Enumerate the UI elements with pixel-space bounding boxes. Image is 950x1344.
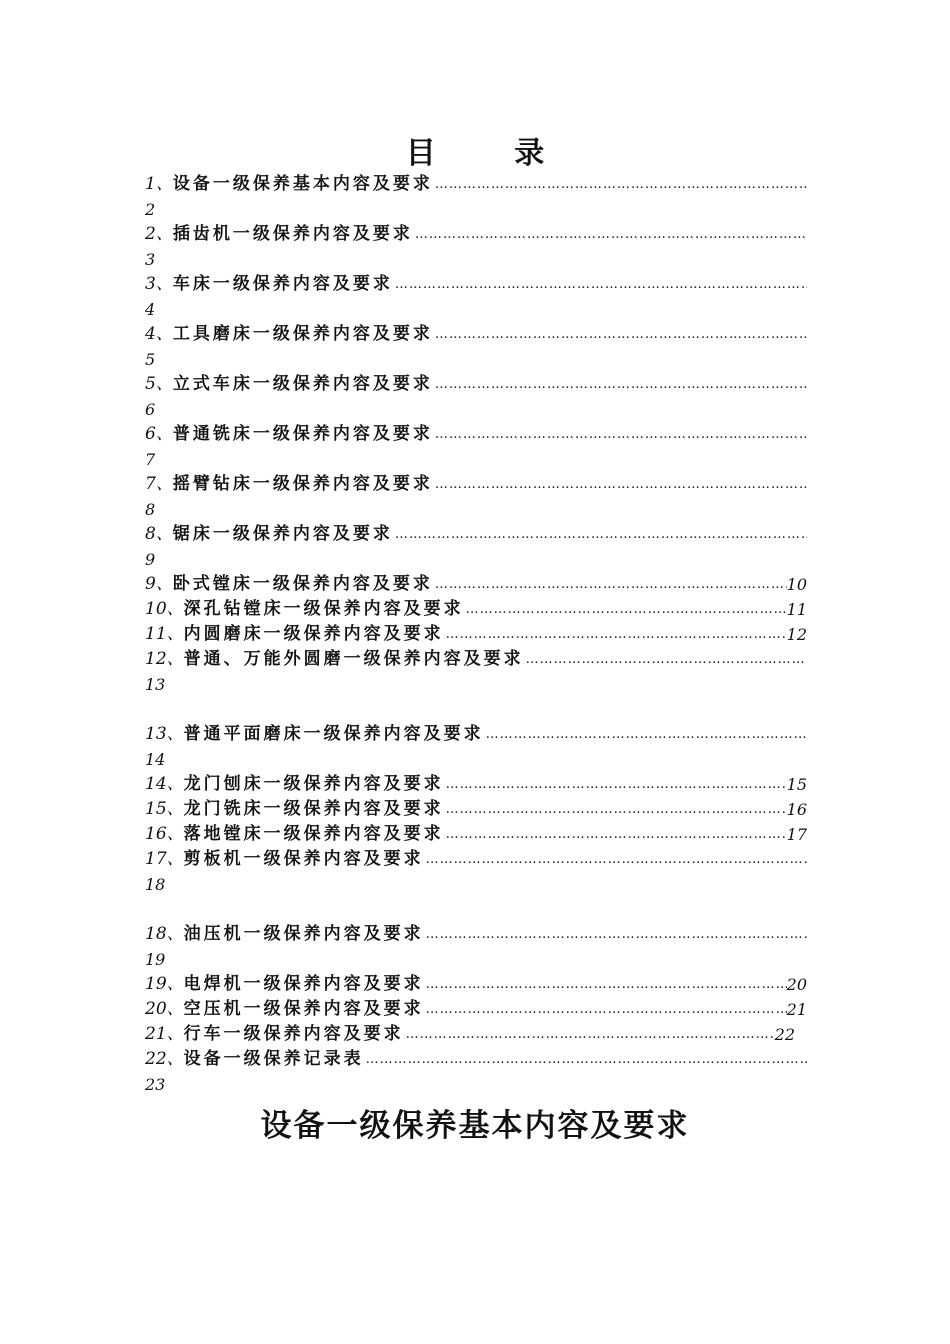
toc-entry-number: 22、 (145, 1049, 184, 1069)
toc-entry-number: 14、 (145, 774, 184, 794)
leader-dots (426, 922, 807, 947)
leader-dots (426, 972, 787, 997)
toc-entry[interactable] (145, 322, 807, 347)
toc-entry-page: 11 (786, 600, 807, 619)
toc-entry[interactable] (145, 997, 807, 1022)
toc-entry-number: 20、 (145, 999, 184, 1019)
leader-dots (435, 372, 807, 397)
toc-entry-number: 16、 (145, 824, 184, 844)
leader-dots (446, 797, 787, 822)
section-heading: 设备一级保养基本内容及要求 (260, 1108, 690, 1144)
toc-entry-text: 落地镗床一级保养内容及要求 (183, 824, 444, 844)
toc-entry-text: 油压机一级保养内容及要求 (183, 924, 424, 944)
toc-entry-page: 8 (145, 500, 156, 519)
toc-title: 目 录 (405, 136, 579, 171)
leader-dots (366, 1047, 807, 1072)
toc-entry-page: 19 (145, 950, 166, 969)
toc-entry-text: 设备一级保养基本内容及要求 (172, 174, 433, 194)
leader-dots (435, 472, 807, 497)
toc-entry-number: 7、 (145, 474, 173, 494)
leader-dots (406, 1022, 775, 1047)
toc-entry-text: 电焊机一级保养内容及要求 (183, 974, 424, 994)
toc-entry-number: 4、 (145, 324, 173, 344)
leader-dots (526, 647, 807, 672)
toc-entry-text: 行车一级保养内容及要求 (183, 1024, 404, 1044)
toc-entry-page: 22 (774, 1025, 795, 1044)
toc-entry-text: 工具磨床一级保养内容及要求 (172, 324, 433, 344)
toc-entry-page: 10 (786, 575, 807, 594)
toc-entry[interactable] (145, 822, 807, 847)
leader-dots (446, 622, 787, 647)
toc-entry[interactable] (145, 1047, 807, 1072)
toc-entry-text: 普通铣床一级保养内容及要求 (172, 424, 433, 444)
toc-entry[interactable] (145, 797, 807, 822)
toc-entry-text: 锯床一级保养内容及要求 (172, 524, 393, 544)
toc-entry-page: 2 (145, 200, 156, 219)
toc-entry-page: 6 (145, 400, 156, 419)
toc-entry-text: 剪板机一级保养内容及要求 (183, 849, 424, 869)
toc-entry[interactable] (145, 172, 807, 197)
toc-entry[interactable] (145, 972, 807, 997)
toc-entry-number: 1、 (145, 174, 173, 194)
toc-entry[interactable] (145, 622, 807, 647)
toc-entry[interactable] (145, 847, 807, 872)
toc-entry-number: 2、 (145, 224, 173, 244)
leader-dots (426, 847, 807, 872)
toc-entry-page: 14 (145, 750, 166, 769)
toc-entry-page: 20 (786, 975, 807, 994)
toc-entry-number: 10、 (145, 599, 184, 619)
leader-dots (395, 272, 807, 297)
toc-entry-page: 7 (145, 450, 156, 469)
toc-entry-page: 17 (786, 825, 807, 844)
toc-entry[interactable] (145, 472, 807, 497)
toc-entry-number: 5、 (145, 374, 173, 394)
toc-entry[interactable] (145, 372, 807, 397)
toc-entry-text: 龙门铣床一级保养内容及要求 (183, 799, 444, 819)
toc-entry-page: 13 (145, 675, 166, 694)
toc-entry-number: 13、 (145, 724, 184, 744)
toc-entry-page: 21 (786, 1000, 807, 1019)
toc-entry-number: 19、 (145, 974, 184, 994)
toc-entry[interactable] (145, 1022, 807, 1047)
toc-entry-page: 23 (145, 1075, 166, 1094)
toc-entry-number: 9、 (145, 574, 173, 594)
leader-dots (446, 772, 787, 797)
toc-entry-text: 内圆磨床一级保养内容及要求 (183, 624, 444, 644)
toc-entry-text: 摇臂钻床一级保养内容及要求 (172, 474, 433, 494)
toc-entry-text: 深孔钻镗床一级保养内容及要求 (183, 599, 464, 619)
toc-entry-text: 立式车床一级保养内容及要求 (172, 374, 433, 394)
leader-dots (395, 522, 807, 547)
toc-entry-text: 插齿机一级保养内容及要求 (172, 224, 413, 244)
leader-dots (466, 597, 787, 622)
leader-dots (426, 997, 787, 1022)
toc-entry-text: 设备一级保养记录表 (183, 1049, 364, 1069)
toc-entry-number: 6、 (145, 424, 173, 444)
toc-entry-number: 3、 (145, 274, 173, 294)
toc-entry-text: 空压机一级保养内容及要求 (183, 999, 424, 1019)
toc-entry-page: 3 (145, 250, 156, 269)
toc-entry-text: 卧式镗床一级保养内容及要求 (172, 574, 433, 594)
toc-entry-number: 17、 (145, 849, 184, 869)
toc-entry[interactable] (145, 572, 807, 597)
toc-entry-page: 15 (786, 775, 807, 794)
toc-entry[interactable] (145, 647, 807, 672)
leader-dots (435, 572, 787, 597)
toc-entry[interactable] (145, 222, 807, 247)
toc-entry-page: 4 (145, 300, 156, 319)
toc-entry[interactable] (145, 422, 807, 447)
toc-entry[interactable] (145, 272, 807, 297)
toc-entry-number: 8、 (145, 524, 173, 544)
table-of-contents (145, 172, 807, 1097)
toc-entry-number: 11、 (145, 624, 184, 644)
toc-entry[interactable] (145, 772, 807, 797)
toc-entry-page: 12 (786, 625, 807, 644)
toc-entry-page: 9 (145, 550, 156, 569)
toc-entry-number: 21、 (145, 1024, 184, 1044)
leader-dots (435, 172, 807, 197)
toc-entry-page: 5 (145, 350, 156, 369)
leader-dots (435, 422, 807, 447)
toc-entry-number: 18、 (145, 924, 184, 944)
toc-entry-text: 普通、万能外圆磨一级保养内容及要求 (183, 649, 524, 669)
leader-dots (435, 322, 807, 347)
toc-entry-number: 12、 (145, 649, 184, 669)
toc-entry-number: 15、 (145, 799, 184, 819)
toc-entry-text: 车床一级保养内容及要求 (172, 274, 393, 294)
toc-entry[interactable] (145, 522, 807, 547)
toc-entry[interactable] (145, 722, 807, 747)
toc-entry[interactable] (145, 597, 807, 622)
toc-entry-page: 18 (145, 875, 166, 894)
leader-dots (415, 222, 807, 247)
leader-dots (486, 722, 807, 747)
leader-dots (446, 822, 787, 847)
toc-entry[interactable] (145, 922, 807, 947)
toc-entry-text: 龙门刨床一级保养内容及要求 (183, 774, 444, 794)
toc-entry-page: 16 (786, 800, 807, 819)
toc-entry-text: 普通平面磨床一级保养内容及要求 (183, 724, 484, 744)
